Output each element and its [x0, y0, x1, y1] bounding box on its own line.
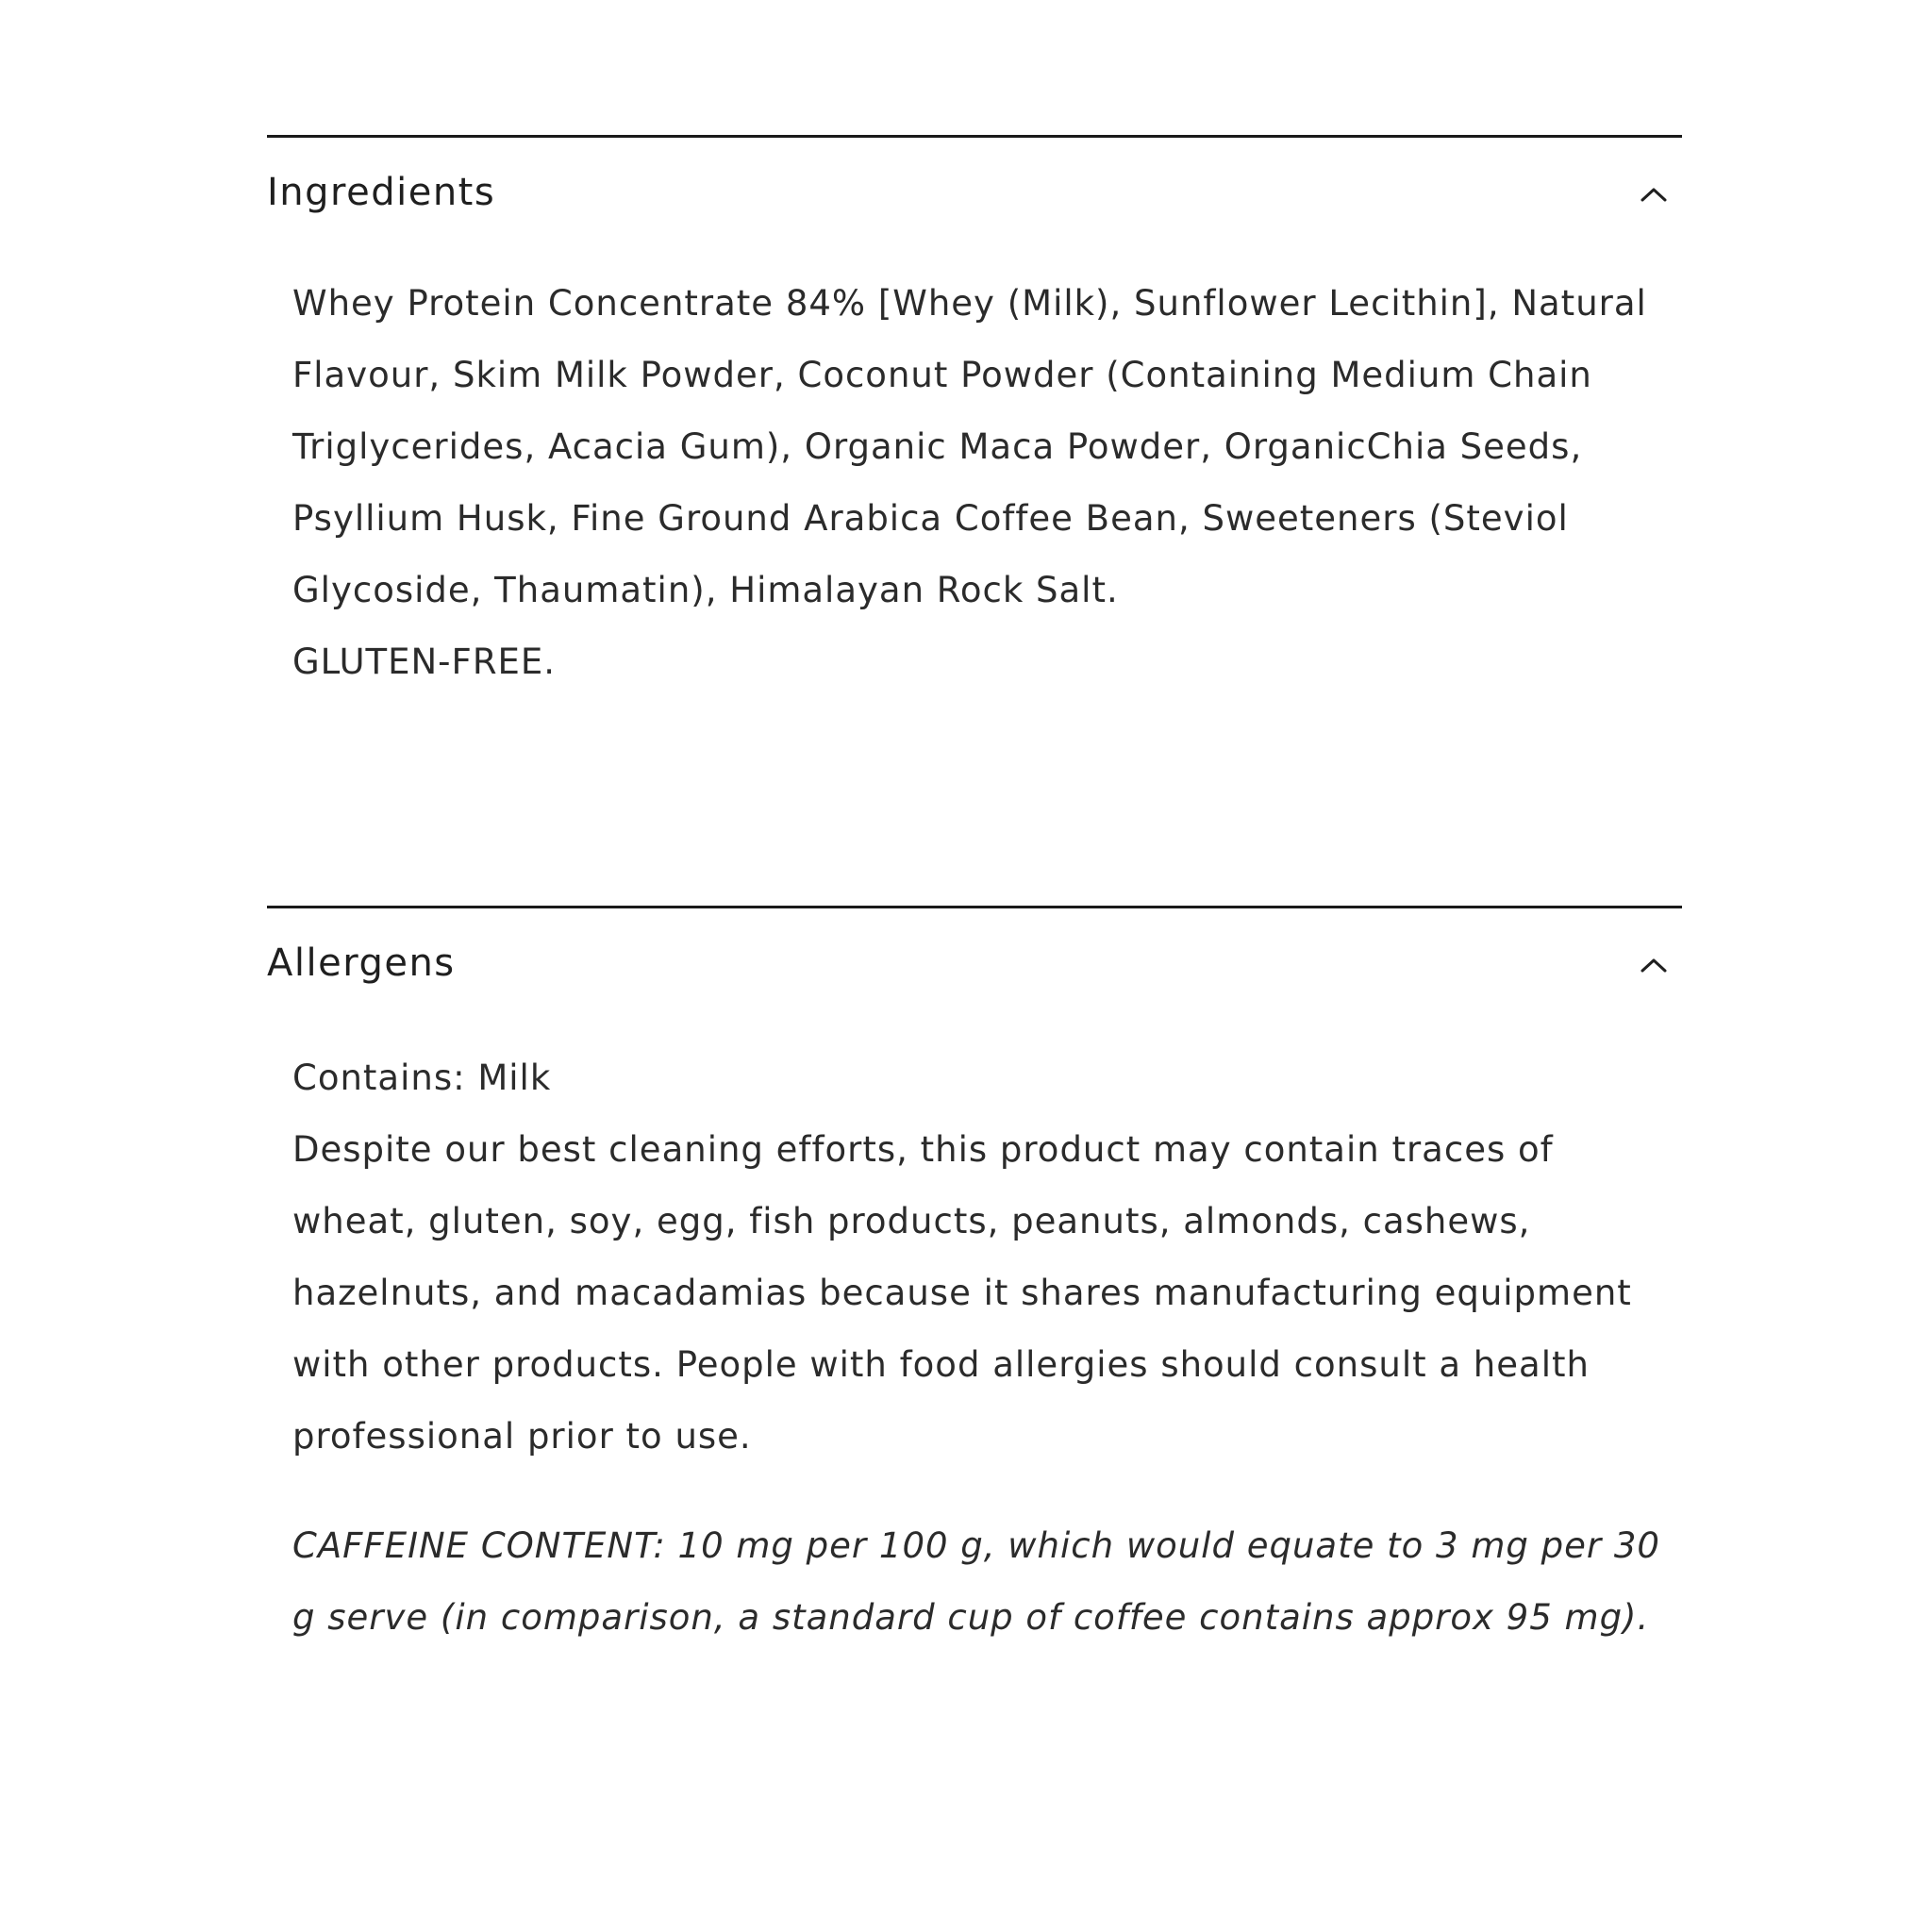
ingredients-content — [267, 268, 1682, 698]
chevron-up-icon — [1640, 957, 1668, 974]
gluten-free-label: GLUTEN-FREE. — [292, 641, 557, 682]
caffeine-content-note: CAFFEINE CONTENT: 10 mg per 100 g, which would equate to 3 mg per 30 g serve (in comparison, a standard cup of coffee contains approx 95 mg). — [292, 1525, 1660, 1638]
allergens-toggle-button[interactable] — [1625, 937, 1682, 993]
ingredients-toggle-button[interactable] — [1625, 166, 1682, 223]
allergens-content — [267, 1042, 1682, 1654]
chevron-up-icon — [1640, 186, 1668, 203]
ingredients-title: Ingredients — [267, 171, 496, 214]
allergens-accordion-header[interactable] — [267, 908, 1682, 1022]
ingredients-accordion — [267, 135, 1682, 698]
cross-contamination-warning: Despite our best cleaning efforts, this product may contain traces of wheat, gluten, soy, egg, fish products, peanuts, almonds, cashews, hazelnuts, and macadamias because it shares manufacturing equipment with other products. People with food allergies should consult a health professional prior to use. — [292, 1129, 1632, 1457]
allergens-title: Allergens — [267, 941, 456, 985]
contains-statement: Contains: Milk — [292, 1058, 552, 1098]
ingredients-accordion-header[interactable] — [267, 138, 1682, 251]
ingredients-list: Whey Protein Concentrate 84% [Whey (Milk), Sunflower Lecithin], Natural Flavour, Skim Milk Powder, Coconut Powder (Containing Medium Chain Triglycerides, Acacia Gum), Organic Maca Powder, OrganicChia Seeds, Psyllium Husk, Fine Ground Arabica Coffee Bean, Sweeteners (Steviol Glycoside, Thaumatin), Himalayan Rock Salt. — [292, 283, 1647, 610]
allergens-accordion — [267, 906, 1682, 1654]
